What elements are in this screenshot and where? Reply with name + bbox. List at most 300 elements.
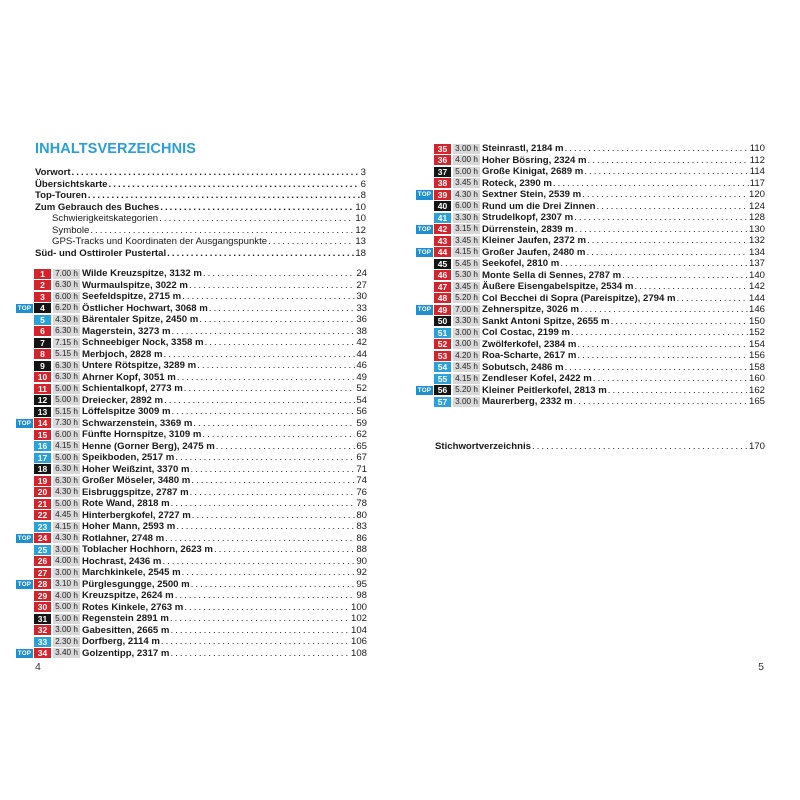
dot-leader (170, 648, 350, 660)
tour-number-badge: 24 (34, 533, 51, 543)
tour-duration: 3.00 h (453, 144, 480, 154)
tour-duration: 7.00 h (53, 269, 80, 279)
tour-duration: 6.30 h (53, 476, 80, 486)
tour-duration: 5.30 h (453, 270, 480, 280)
toc-entry-label: Symbole (52, 224, 90, 236)
dot-leader (175, 590, 356, 602)
tour-duration: 4.30 h (53, 315, 80, 325)
tour-duration: 5.00 h (453, 167, 480, 177)
top-tour-badge: TOP (17, 580, 32, 588)
tour-number-badge: 47 (434, 282, 451, 292)
tour-number-badge: 17 (34, 453, 51, 463)
tour-name: Große Kinigat, 2689 m (482, 166, 584, 177)
tour-page: 104 (350, 624, 367, 636)
dot-leader (553, 178, 749, 190)
tour-entry[interactable] (16, 383, 367, 395)
tour-entry[interactable] (416, 316, 765, 328)
tour-entry[interactable] (16, 429, 367, 441)
tour-number-badge: 41 (434, 213, 451, 223)
tour-entry[interactable] (416, 293, 765, 305)
tour-duration: 6.30 h (53, 464, 80, 474)
tour-entry[interactable] (416, 350, 765, 362)
tour-page: 56 (356, 406, 367, 417)
dot-leader (182, 291, 355, 303)
top-tour-badge: TOP (17, 304, 32, 312)
tour-name: Eisbruggspitze, 2787 m (82, 486, 189, 498)
tour-entry[interactable] (16, 567, 367, 579)
tour-page: 67 (356, 452, 367, 463)
tour-name: Roteck, 2390 m (482, 177, 552, 189)
dot-leader (190, 487, 356, 499)
tour-duration: 7.00 h (453, 305, 480, 315)
tour-entry[interactable] (416, 304, 765, 316)
tour-page: 156 (748, 350, 765, 361)
tour-duration: 3.00 h (453, 339, 480, 349)
dot-leader (611, 316, 748, 328)
tour-entry[interactable] (16, 510, 367, 522)
tour-entry[interactable] (416, 396, 765, 408)
tour-page: 114 (749, 166, 765, 177)
tour-number-badge: 12 (34, 395, 51, 405)
tour-page: 108 (350, 647, 367, 659)
tour-duration: 6.30 h (53, 372, 80, 382)
tour-duration: 4.00 h (53, 591, 80, 601)
tour-duration: 3.45 h (453, 362, 480, 372)
tour-number-badge: 31 (34, 614, 51, 624)
dot-leader (189, 280, 355, 292)
tour-entry[interactable] (416, 385, 765, 397)
tour-page: 54 (356, 394, 367, 406)
tour-name: Hoher Weißzint, 3370 m (82, 463, 190, 475)
tour-duration: 5.00 h (53, 384, 80, 394)
tour-name: Gabesitten, 2665 m (82, 624, 170, 636)
tour-page: 86 (356, 532, 367, 544)
dot-leader (90, 225, 354, 237)
tour-entry[interactable] (16, 337, 367, 349)
toc-entry[interactable] (35, 167, 366, 179)
tour-page: 144 (748, 292, 765, 304)
tour-duration: 5.45 h (453, 259, 480, 269)
tour-entry[interactable] (16, 498, 367, 510)
dot-leader (159, 213, 354, 225)
dot-leader (177, 372, 355, 384)
tour-duration: 3.45 h (453, 282, 480, 292)
tour-name: Speikboden, 2517 m (82, 452, 175, 463)
tour-number-badge: 32 (34, 625, 51, 635)
dot-leader (597, 201, 748, 213)
tour-number-badge: 20 (34, 487, 51, 497)
toc-entry-page: 18 (355, 247, 366, 259)
tour-name: Pürglesgungge, 2500 m (82, 578, 190, 590)
tour-entry[interactable] (416, 155, 765, 167)
toc-entry[interactable] (35, 202, 366, 214)
toc-entry-page: 12 (355, 224, 366, 236)
dot-leader (164, 395, 355, 407)
toc-entry-label: Süd- und Osttiroler Pustertal (35, 247, 167, 259)
tour-duration: 3.00 h (453, 397, 480, 407)
tour-entry[interactable] (16, 521, 367, 533)
dot-leader (622, 270, 748, 282)
tour-duration: 3.10 h (53, 579, 80, 589)
tour-entry[interactable] (16, 372, 367, 384)
tour-entry[interactable] (16, 291, 367, 303)
tour-entry[interactable] (416, 339, 765, 351)
index-entry[interactable] (435, 441, 765, 453)
tour-entry[interactable] (416, 327, 765, 339)
dot-leader (164, 349, 356, 361)
dot-leader (214, 544, 355, 556)
dot-leader (574, 212, 748, 224)
tour-page: 78 (356, 498, 367, 509)
tour-duration: 3.00 h (53, 625, 80, 635)
tour-name: Östlicher Hochwart, 3068 m (82, 302, 208, 314)
tour-page: 65 (356, 440, 367, 452)
tour-name: Maurerberg, 2332 m (482, 396, 573, 407)
tour-entry[interactable] (416, 178, 765, 190)
tour-entry[interactable] (16, 406, 367, 418)
tour-duration: 3.15 h (453, 224, 480, 234)
tour-number-badge: 34 (34, 648, 51, 658)
tour-number-badge: 11 (34, 384, 51, 394)
tour-duration: 4.15 h (453, 374, 480, 384)
tour-name: Wilde Kreuzspitze, 3132 m (82, 268, 202, 279)
tour-number-badge: 37 (434, 167, 451, 177)
dot-leader (184, 602, 350, 614)
tour-list-left (16, 268, 367, 659)
tour-duration: 4.45 h (53, 510, 80, 520)
tour-page: 30 (356, 291, 367, 302)
tour-number-badge: 22 (34, 510, 51, 520)
tour-duration: 4.15 h (53, 522, 80, 532)
tour-name: Hoher Mann, 2593 m (82, 521, 176, 532)
tour-name: Bärentaler Spitze, 2450 m (82, 314, 199, 325)
tour-page: 74 (356, 475, 367, 486)
tour-number-badge: 21 (34, 499, 51, 509)
tour-name: Untere Rötspitze, 3289 m (82, 360, 197, 371)
tour-entry[interactable] (16, 360, 367, 372)
tour-name: Rotlahner, 2748 m (82, 532, 165, 544)
dot-leader (203, 268, 355, 280)
dot-leader (170, 613, 350, 625)
tour-entry[interactable] (416, 281, 765, 293)
tour-name: Großer Möseler, 3480 m (82, 475, 191, 486)
tour-page: 158 (748, 361, 765, 373)
tour-entry[interactable] (16, 613, 367, 625)
tour-name: Hoher Bösring, 2324 m (482, 154, 587, 166)
tour-duration: 5.00 h (53, 395, 80, 405)
tour-entry[interactable] (416, 258, 765, 270)
tour-page: 146 (748, 304, 765, 315)
tour-entry[interactable] (16, 475, 367, 487)
toc-entry[interactable] (35, 248, 366, 260)
tour-entry[interactable] (16, 579, 367, 591)
dot-leader (88, 190, 360, 202)
tour-name: Strudelkopf, 2307 m (482, 212, 574, 223)
dot-leader (205, 337, 356, 349)
tour-page: 83 (356, 521, 367, 532)
tour-entry[interactable] (16, 544, 367, 556)
tour-duration: 7.15 h (53, 338, 80, 348)
tour-page: 38 (356, 325, 367, 337)
tour-duration: 3.30 h (453, 213, 480, 223)
tour-entry[interactable] (16, 533, 367, 545)
tour-entry[interactable] (16, 590, 367, 602)
tour-name: Ahrner Kopf, 3051 m (82, 371, 176, 383)
toc-entry[interactable] (35, 190, 366, 202)
dot-leader (193, 418, 355, 430)
tour-name: Löffelspitze 3009 m (82, 406, 171, 417)
toc-entry-page: 3 (360, 167, 366, 178)
dot-leader (170, 625, 350, 637)
tour-number-badge: 15 (34, 430, 51, 440)
tour-entry[interactable] (416, 224, 765, 236)
tour-page: 140 (748, 269, 765, 281)
tour-number-badge: 48 (434, 293, 451, 303)
tour-entry[interactable] (16, 625, 367, 637)
tour-name: Schneebiger Nock, 3358 m (82, 337, 204, 348)
tour-duration: 4.30 h (453, 190, 480, 200)
tour-number-badge: 14 (34, 418, 51, 428)
tour-name: Hochrast, 2436 m (82, 555, 162, 567)
toc-entry[interactable] (35, 236, 366, 248)
dot-leader (199, 314, 355, 326)
top-tour-badge: TOP (417, 191, 432, 198)
tour-number-badge: 25 (34, 545, 51, 555)
tour-page: 110 (749, 143, 765, 154)
tour-name: Dreiecker, 2892 m (82, 394, 164, 406)
tour-number-badge: 29 (34, 591, 51, 601)
tour-number-badge: 42 (434, 224, 451, 234)
tour-number-badge: 9 (34, 361, 51, 371)
tour-number-badge: 50 (434, 316, 451, 326)
tour-number-badge: 30 (34, 602, 51, 612)
tour-number-badge: 3 (34, 292, 51, 302)
tour-entry[interactable] (416, 201, 765, 213)
tour-page: 27 (356, 279, 367, 291)
tour-number-badge: 6 (34, 326, 51, 336)
dot-leader (175, 452, 355, 464)
tour-name: Zendleser Kofel, 2422 m (482, 373, 592, 384)
tour-page: 88 (356, 544, 367, 555)
toc-entry-label: Top-Touren (35, 190, 87, 201)
dot-leader (584, 166, 748, 178)
tour-name: Henne (Gorner Berg), 2475 m (82, 440, 215, 452)
tour-duration: 5.15 h (53, 349, 80, 359)
tour-duration: 5.00 h (53, 499, 80, 509)
tour-entry[interactable] (16, 303, 367, 315)
tour-page: 24 (356, 268, 367, 279)
tour-page: 152 (748, 327, 765, 338)
tour-name: Schientalkopf, 2773 m (82, 383, 183, 394)
tour-page: 112 (749, 154, 765, 166)
toc-entry-label: Zum Gebrauch des Buches (35, 201, 160, 213)
tour-number-badge: 33 (34, 637, 51, 647)
tour-duration: 4.30 h (53, 487, 80, 497)
tour-name: Kreuzspitze, 2624 m (82, 590, 174, 601)
tour-number-badge: 57 (434, 397, 451, 407)
toc-entry-page: 10 (355, 213, 366, 224)
tour-page: 165 (748, 396, 765, 407)
toc-entry-label: Vorwort (35, 167, 71, 178)
dot-leader (172, 406, 356, 418)
tour-page: 102 (350, 613, 367, 624)
tour-entry[interactable] (16, 487, 367, 499)
tour-page: 132 (748, 235, 765, 246)
top-tour-badge: TOP (17, 534, 32, 542)
tour-page: 106 (350, 636, 367, 647)
dot-leader (268, 236, 354, 248)
tour-entry[interactable] (16, 280, 367, 292)
tour-duration: 3.30 h (453, 316, 480, 326)
dot-leader (571, 327, 748, 339)
dot-leader (582, 189, 748, 201)
tour-entry[interactable] (16, 441, 367, 453)
tour-entry[interactable] (16, 395, 367, 407)
tour-name: Col Becchei di Sopra (Pareispitze), 2794 m (482, 292, 676, 304)
dot-leader (574, 396, 748, 408)
dot-leader (216, 441, 356, 453)
dot-leader (575, 224, 748, 236)
dot-leader (191, 579, 356, 591)
tour-page: 124 (748, 200, 765, 212)
tour-duration: 6.30 h (53, 361, 80, 371)
tour-name: Monte Sella di Sennes, 2787 m (482, 269, 622, 281)
dot-leader (176, 521, 355, 533)
tour-page: 80 (356, 509, 367, 521)
tour-number-badge: 39 (434, 190, 451, 200)
tour-entry[interactable] (416, 247, 765, 259)
toc-entry[interactable] (35, 225, 366, 237)
dot-leader (167, 248, 354, 260)
tour-number-badge: 51 (434, 328, 451, 338)
tour-page: 100 (350, 601, 367, 613)
tour-page: 142 (748, 281, 765, 292)
tour-number-badge: 18 (34, 464, 51, 474)
tour-number-badge: 10 (34, 372, 51, 382)
tour-page: 49 (356, 371, 367, 383)
dot-leader (162, 556, 355, 568)
tour-page: 52 (356, 383, 367, 394)
dot-leader (161, 636, 350, 648)
tour-entry[interactable] (16, 636, 367, 648)
tour-number-badge: 53 (434, 351, 451, 361)
dot-leader (165, 533, 355, 545)
dot-leader (191, 464, 356, 476)
tour-number-badge: 52 (434, 339, 451, 349)
toc-entry[interactable] (35, 179, 366, 191)
tour-name: Marchkinkele, 2545 m (82, 567, 181, 578)
index-page: 170 (748, 441, 765, 452)
tour-entry[interactable] (16, 314, 367, 326)
tour-entry[interactable] (416, 362, 765, 374)
dot-leader (160, 202, 354, 214)
dot-leader (577, 350, 748, 362)
tour-number-badge: 45 (434, 259, 451, 269)
tour-number-badge: 13 (34, 407, 51, 417)
tour-duration: 3.45 h (453, 236, 480, 246)
dot-leader (109, 179, 360, 191)
dot-leader (587, 235, 748, 247)
tour-entry[interactable] (16, 452, 367, 464)
tour-name: Regenstein 2891 m (82, 613, 169, 624)
tour-entry[interactable] (416, 166, 765, 178)
tour-page: 71 (356, 463, 367, 475)
tour-number-badge: 43 (434, 236, 451, 246)
tour-number-badge: 46 (434, 270, 451, 280)
dot-leader (677, 293, 748, 305)
dot-leader (72, 167, 360, 179)
tour-page: 92 (356, 567, 367, 578)
top-tour-badge: TOP (17, 649, 32, 657)
tour-name: Äußere Eisengabelspitze, 2534 m (482, 281, 634, 292)
dot-leader (209, 303, 355, 315)
toc-entry[interactable] (35, 213, 366, 225)
page-title: INHALTSVERZEICHNIS (35, 141, 197, 157)
tour-entry[interactable] (16, 349, 367, 361)
tour-page: 134 (748, 246, 765, 258)
tour-number-badge: 35 (434, 144, 451, 154)
tour-entry[interactable] (16, 464, 367, 476)
tour-duration: 6.20 h (53, 303, 80, 313)
tour-name: Steinrastl, 2184 m (482, 143, 564, 154)
dot-leader (588, 155, 749, 167)
tour-number-badge: 2 (34, 280, 51, 290)
page-number-right: 5 (758, 661, 764, 673)
dot-leader (171, 498, 356, 510)
tour-duration: 6.00 h (453, 201, 480, 211)
tour-duration: 4.00 h (53, 556, 80, 566)
tour-page: 117 (749, 177, 765, 189)
tour-entry[interactable] (16, 326, 367, 338)
tour-duration: 4.15 h (453, 247, 480, 257)
tour-entry[interactable] (16, 268, 367, 280)
tour-number-badge: 36 (434, 155, 451, 165)
tour-entry[interactable] (16, 648, 367, 660)
tour-entry[interactable] (416, 373, 765, 385)
tour-name: Golzentipp, 2317 m (82, 647, 170, 659)
tour-number-badge: 54 (434, 362, 451, 372)
tour-entry[interactable] (416, 189, 765, 201)
tour-entry[interactable] (16, 556, 367, 568)
tour-entry[interactable] (416, 235, 765, 247)
tour-duration: 2.30 h (53, 637, 80, 647)
tour-duration: 7.30 h (53, 418, 80, 428)
tour-entry[interactable] (416, 270, 765, 282)
tour-page: 95 (356, 578, 367, 590)
toc-entry-page: 6 (360, 178, 366, 190)
tour-duration: 5.00 h (53, 602, 80, 612)
tour-entry[interactable] (16, 418, 367, 430)
tour-duration: 5.00 h (53, 453, 80, 463)
top-tour-badge: TOP (17, 419, 32, 427)
toc-entry-page: 8 (360, 190, 366, 201)
tour-entry[interactable] (416, 143, 765, 155)
tour-duration: 6.00 h (53, 430, 80, 440)
tour-entry[interactable] (16, 602, 367, 614)
tour-name: Sankt Antoni Spitze, 2655 m (482, 315, 610, 327)
dot-leader (577, 339, 748, 351)
tour-name: Seefeldspitze, 2715 m (82, 291, 182, 302)
tour-number-badge: 5 (34, 315, 51, 325)
tour-duration: 3.40 h (53, 648, 80, 658)
tour-name: Wurmaulspitze, 3022 m (82, 279, 188, 291)
tour-page: 59 (356, 417, 367, 429)
tour-number-badge: 19 (34, 476, 51, 486)
top-tour-badge: TOP (417, 225, 432, 233)
tour-name: Toblacher Hochhorn, 2623 m (82, 544, 213, 555)
tour-entry[interactable] (416, 212, 765, 224)
toc-entry-page: 10 (355, 201, 366, 213)
